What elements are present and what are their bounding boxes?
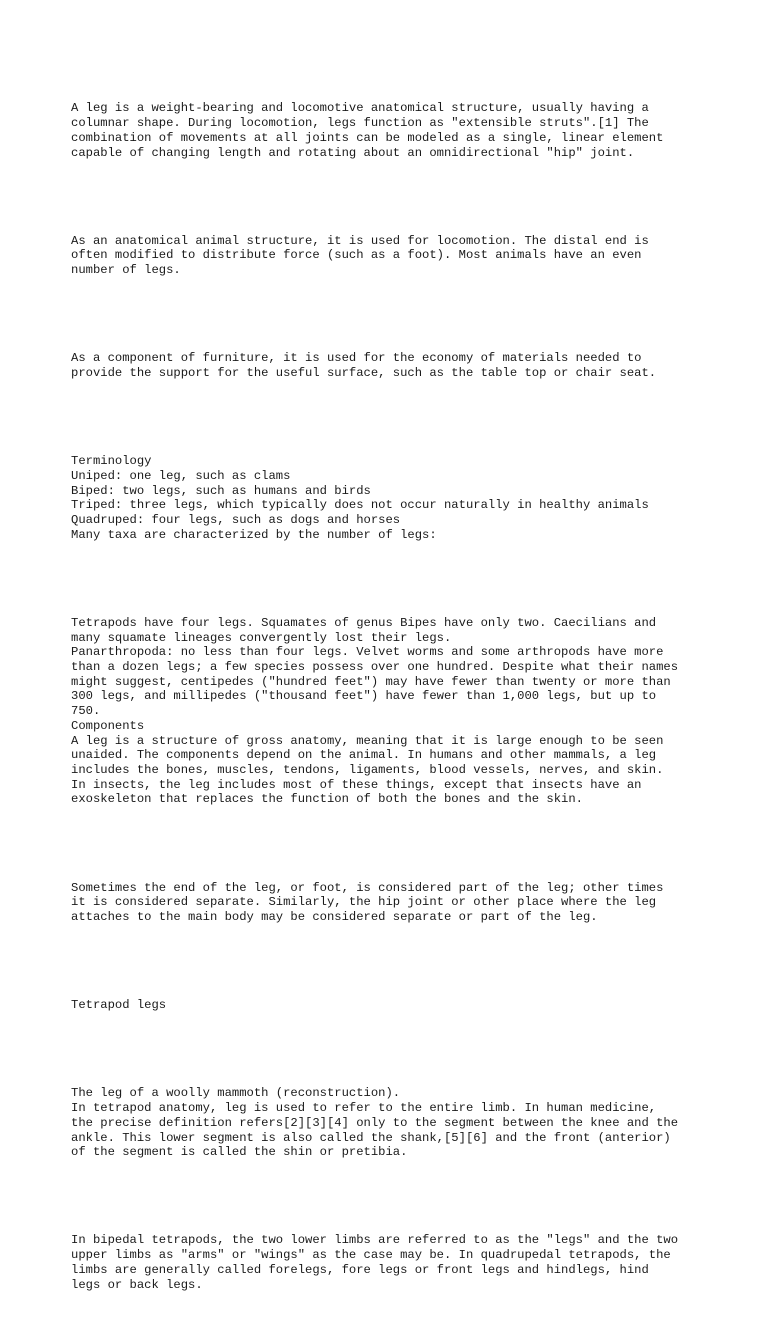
paragraph-gap [71,1042,731,1057]
paragraph-terminology: Terminology Uniped: one leg, such as clams Biped: two legs, such as humans and birds Triped: three legs, which typically does not occur naturally in healthy animals Quadruped: four legs, such as dogs and horses Many taxa are characterized by the number of legs: [71,454,649,542]
paragraph-bipedal: In bipedal tetrapods, the two lower limbs are referred to as the "legs" and the two upper limbs as "arms" or "wings" as the case may be. In quadrupedal tetrapods, the limbs are generally called forelegs, fore legs or front legs and hindlegs, hind legs or back legs. [71,1233,679,1292]
paragraph-gap [71,307,731,322]
document-body [71,72,731,1322]
paragraph-tetrapods-components: Tetrapods have four legs. Squamates of genus Bipes have only two. Caecilians and many squamate lineages convergently lost their legs. Panarthropoda: no less than four legs. Velvet worms and some arthropods have more than a dozen legs; a few species possess over one hundred. Despite what their names might suggest, centipedes ("hundred feet") may have fewer than twenty or more than 300 legs, and millipedes ("thousand feet") have fewer than 1,000 legs, but up to 750. Components A leg is a structure of gross anatomy, meaning that it is large enough to be seen unaided. The components depend on the animal. In humans and other mammals, a leg includes the bones, muscles, tendons, ligaments, blood vessels, nerves, and skin. In insects, the leg includes most of these things, except that insects have an exoskeleton that replaces the function of both the bones and the skin. [71,615,679,807]
paragraph-gap [71,410,731,425]
paragraph-intro: A leg is a weight-bearing and locomotive anatomical structure, usually having a columnar shape. During locomotion, legs function as "extensible struts".[1] The combination of movements at all joints can be modeled as a single, linear element capable of changing length and rotating about an omnidirectional "hip" joint. [71,101,664,160]
paragraph-gap [71,1189,731,1204]
paragraph-gap [71,954,731,969]
paragraph-furniture: As a component of furniture, it is used for the economy of materials needed to provide the support for the useful surface, such as the table top or chair seat. [71,351,657,381]
paragraph-foot: Sometimes the end of the leg, or foot, is considered part of the leg; other times it is considered separate. Similarly, the hip joint or other place where the leg attaches to the main body may be considered separate or part of the leg. [71,880,664,924]
paragraph-mammoth: The leg of a woolly mammoth (reconstruction). In tetrapod anatomy, leg is used to refer to the entire limb. In human medicine, the precise definition refers[2][3][4] only to the segment between the knee and the ankle. This lower segment is also called the shank,[5][6] and the front (anterior) of the segment is called the shin or pretibia. [71,1086,679,1160]
paragraph-gap [71,837,731,852]
paragraph-anatomical: As an anatomical animal structure, it is used for locomotion. The distal end is often modified to distribute force (such as a foot). Most animals have an even number of legs. [71,233,649,278]
paragraph-gap [71,572,731,587]
paragraph-gap [71,190,731,205]
section-heading-tetrapod-legs: Tetrapod legs [71,998,167,1013]
